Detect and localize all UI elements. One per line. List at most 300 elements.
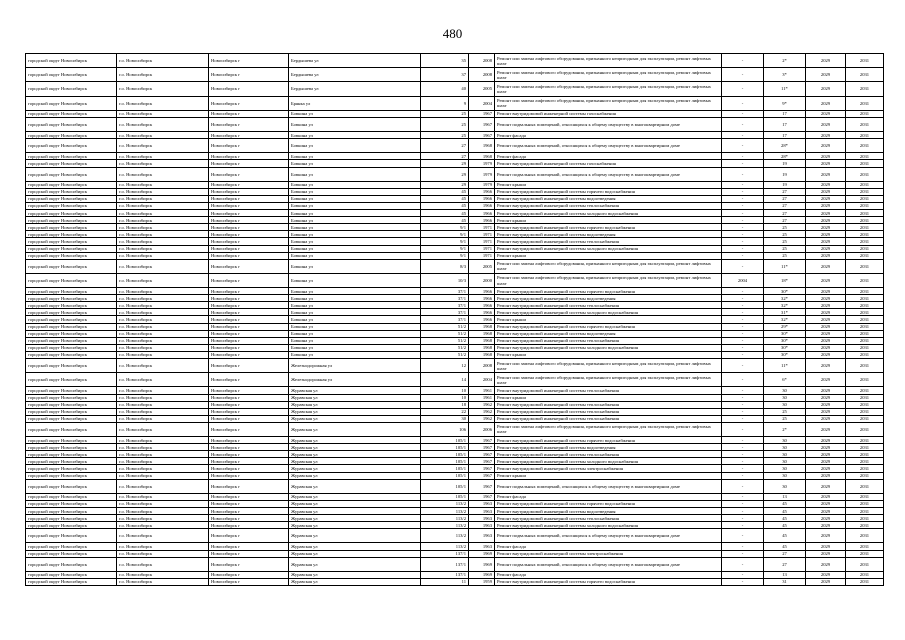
cell-house: 9/1: [421, 238, 469, 245]
cell-city: Новосибирск г: [209, 273, 289, 287]
cell-work-type: Ремонт внутридомовой инженерной системы горячего водоснабжения: [495, 323, 722, 330]
cell-district: городской округ Новосибирск: [26, 323, 117, 330]
cell-municipality: г.о. Новосибирск: [117, 373, 209, 387]
cell-city: Новосибирск г: [209, 195, 289, 202]
cell-street: Бовкина ул: [289, 210, 421, 217]
table-row: [26, 160, 884, 167]
cell-col-8: -: [722, 344, 764, 351]
table-row: [26, 302, 884, 309]
cell-plan-start: 2029: [806, 437, 846, 444]
cell-col-8: -: [722, 437, 764, 444]
cell-district: городской округ Новосибирск: [26, 181, 117, 188]
cell-house: 40: [421, 82, 469, 96]
cell-col-8: -: [722, 529, 764, 543]
cell-plan-start: 2029: [806, 422, 846, 436]
table-row: [26, 110, 884, 117]
table-row: [26, 323, 884, 330]
cell-municipality: г.о. Новосибирск: [117, 330, 209, 337]
cell-municipality: г.о. Новосибирск: [117, 188, 209, 195]
cell-district: городской округ Новосибирск: [26, 578, 117, 585]
cell-city: Новосибирск г: [209, 578, 289, 585]
cell-city: Новосибирск г: [209, 515, 289, 522]
cell-district: городской округ Новосибирск: [26, 522, 117, 529]
cell-district: городской округ Новосибирск: [26, 458, 117, 465]
cell-work-type: Ремонт внутридомовой инженерной системы холодного водоснабжения: [495, 309, 722, 316]
cell-city: Новосибирск г: [209, 117, 289, 131]
cell-street: Бовкина ул: [289, 181, 421, 188]
cell-street: Бовкина ул: [289, 139, 421, 153]
cell-district: городской округ Новосибирск: [26, 444, 117, 451]
cell-street: Бовкина ул: [289, 309, 421, 316]
cell-plan-start: 2029: [806, 571, 846, 578]
cell-city: Новосибирск г: [209, 217, 289, 224]
cell-plan-start: 2029: [806, 472, 846, 479]
cell-plan-end: 2031: [846, 351, 884, 358]
cell-district: городской округ Новосибирск: [26, 309, 117, 316]
cell-year: 1966: [469, 309, 495, 316]
cell-year: 2000: [469, 273, 495, 287]
cell-plan-end: 2031: [846, 252, 884, 259]
cell-plan-start: 2029: [806, 68, 846, 82]
cell-col-9: 25: [764, 415, 806, 422]
cell-house: 12: [421, 359, 469, 373]
cell-municipality: г.о. Новосибирск: [117, 465, 209, 472]
cell-year: 1962: [469, 415, 495, 422]
cell-street: Бовкина ул: [289, 238, 421, 245]
cell-work-type: Ремонт или замена лифтового оборудования, признанного непригодным для эксплуатации, ремонт лифтовых шахт: [495, 54, 722, 68]
cell-col-8: -: [722, 444, 764, 451]
cell-work-type: Ремонт фасада: [495, 571, 722, 578]
cell-municipality: г.о. Новосибирск: [117, 387, 209, 394]
cell-year: 1969: [469, 557, 495, 571]
cell-col-8: -: [722, 309, 764, 316]
cell-col-8: -: [722, 522, 764, 529]
cell-work-type: Ремонт внутридомовой инженерной системы горячего водоснабжения: [495, 500, 722, 507]
cell-city: Новосибирск г: [209, 500, 289, 507]
cell-plan-start: 2029: [806, 210, 846, 217]
cell-municipality: г.о. Новосибирск: [117, 458, 209, 465]
cell-street: Журавская ул: [289, 394, 421, 401]
cell-year: 1971: [469, 224, 495, 231]
cell-street: Журавская ул: [289, 571, 421, 578]
cell-plan-end: 2031: [846, 394, 884, 401]
cell-district: городской округ Новосибирск: [26, 117, 117, 131]
cell-plan-start: 2029: [806, 323, 846, 330]
cell-municipality: г.о. Новосибирск: [117, 408, 209, 415]
table-row: [26, 437, 884, 444]
cell-plan-end: 2031: [846, 493, 884, 500]
cell-municipality: г.о. Новосибирск: [117, 54, 209, 68]
cell-house: 27: [421, 153, 469, 160]
cell-col-9: 27: [764, 210, 806, 217]
cell-city: Новосибирск г: [209, 415, 289, 422]
cell-plan-start: 2029: [806, 54, 846, 68]
cell-work-type: Ремонт внутридомовой инженерной системы водоотведения: [495, 330, 722, 337]
cell-col-8: -: [722, 117, 764, 131]
table-row: [26, 479, 884, 493]
cell-city: Новосибирск г: [209, 394, 289, 401]
cell-street: Журавская ул: [289, 465, 421, 472]
cell-col-9: 32*: [764, 316, 806, 323]
cell-city: Новосибирск г: [209, 330, 289, 337]
cell-house: 45: [421, 210, 469, 217]
cell-col-9: 45: [764, 508, 806, 515]
cell-plan-start: 2029: [806, 550, 846, 557]
cell-plan-end: 2031: [846, 415, 884, 422]
cell-year: 1969: [469, 571, 495, 578]
cell-house: 9/1: [421, 224, 469, 231]
cell-city: Новосибирск г: [209, 557, 289, 571]
cell-col-8: -: [722, 422, 764, 436]
cell-plan-start: 2029: [806, 139, 846, 153]
cell-street: Журавская ул: [289, 529, 421, 543]
cell-work-type: Ремонт внутридомовой инженерной системы теплоснабжения: [495, 515, 722, 522]
cell-col-8: -: [722, 231, 764, 238]
cell-work-type: Ремонт внутридомовой инженерной системы холодного водоснабжения: [495, 245, 722, 252]
cell-municipality: г.о. Новосибирск: [117, 153, 209, 160]
cell-municipality: г.о. Новосибирск: [117, 557, 209, 571]
cell-col-8: -: [722, 167, 764, 181]
cell-district: городской округ Новосибирск: [26, 387, 117, 394]
cell-city: Новосибирск г: [209, 231, 289, 238]
cell-work-type: Ремонт или замена лифтового оборудования, признанного непригодным для эксплуатации, ремонт лифтовых шахт: [495, 422, 722, 436]
table-row: [26, 394, 884, 401]
cell-district: городской округ Новосибирск: [26, 202, 117, 209]
cell-col-8: -: [722, 359, 764, 373]
cell-year: 1967: [469, 110, 495, 117]
cell-plan-end: 2031: [846, 344, 884, 351]
cell-house: 10: [421, 394, 469, 401]
cell-city: Новосибирск г: [209, 295, 289, 302]
cell-house: 25: [421, 132, 469, 139]
table-row: [26, 330, 884, 337]
cell-municipality: г.о. Новосибирск: [117, 529, 209, 543]
cell-house: 105/1: [421, 465, 469, 472]
cell-municipality: г.о. Новосибирск: [117, 288, 209, 295]
cell-col-8: -: [722, 238, 764, 245]
cell-municipality: г.о. Новосибирск: [117, 351, 209, 358]
cell-district: городской округ Новосибирск: [26, 153, 117, 160]
cell-plan-start: 2029: [806, 344, 846, 351]
cell-city: Новосибирск г: [209, 188, 289, 195]
cell-municipality: г.о. Новосибирск: [117, 217, 209, 224]
cell-street: Бердышева ул: [289, 54, 421, 68]
cell-work-type: Ремонт внутридомовой инженерной системы водоотведения: [495, 508, 722, 515]
cell-work-type: Ремонт внутридомовой инженерной системы теплоснабжения: [495, 302, 722, 309]
cell-street: Журавская ул: [289, 444, 421, 451]
cell-city: Новосибирск г: [209, 522, 289, 529]
capital-repair-table: [25, 53, 884, 586]
cell-col-8: -: [722, 181, 764, 188]
cell-col-9: 29*: [764, 323, 806, 330]
cell-col-8: -: [722, 82, 764, 96]
cell-district: городской округ Новосибирск: [26, 373, 117, 387]
cell-col-8: -: [722, 295, 764, 302]
cell-col-9: 45: [764, 543, 806, 550]
cell-street: Бовкина ул: [289, 217, 421, 224]
cell-street: Бовкина ул: [289, 295, 421, 302]
cell-street: Бовкина ул: [289, 252, 421, 259]
cell-city: Новосибирск г: [209, 288, 289, 295]
cell-plan-end: 2031: [846, 309, 884, 316]
cell-plan-start: 2029: [806, 394, 846, 401]
cell-street: Бовкина ул: [289, 117, 421, 131]
table-row: [26, 96, 884, 110]
table-row: [26, 217, 884, 224]
cell-district: городской округ Новосибирск: [26, 210, 117, 217]
cell-district: городской округ Новосибирск: [26, 394, 117, 401]
cell-city: Новосибирск г: [209, 82, 289, 96]
cell-house: 113/2: [421, 543, 469, 550]
cell-plan-start: 2029: [806, 415, 846, 422]
cell-plan-start: 2029: [806, 557, 846, 571]
cell-col-8: -: [722, 188, 764, 195]
cell-year: 1967: [469, 472, 495, 479]
cell-work-type: Ремонт или замена лифтового оборудования, признанного непригодным для эксплуатации, ремонт лифтовых шахт: [495, 96, 722, 110]
cell-house: 25: [421, 110, 469, 117]
cell-house: 11: [421, 578, 469, 585]
cell-city: Новосибирск г: [209, 543, 289, 550]
cell-col-9: 30*: [764, 288, 806, 295]
cell-work-type: Ремонт подвальных помещений, относящихся к общему имуществу в многоквартирном доме: [495, 117, 722, 131]
table-row: [26, 387, 884, 394]
cell-street: Журавская ул: [289, 422, 421, 436]
cell-plan-end: 2031: [846, 96, 884, 110]
cell-work-type: Ремонт крыши: [495, 472, 722, 479]
cell-district: городской округ Новосибирск: [26, 508, 117, 515]
cell-house: 113/2: [421, 529, 469, 543]
cell-col-9: 30: [764, 479, 806, 493]
cell-work-type: Ремонт внутридомовой инженерной системы горячего водоснабжения: [495, 224, 722, 231]
cell-city: Новосибирск г: [209, 132, 289, 139]
cell-house: 105/1: [421, 479, 469, 493]
cell-plan-start: 2029: [806, 337, 846, 344]
cell-municipality: г.о. Новосибирск: [117, 195, 209, 202]
cell-municipality: г.о. Новосибирск: [117, 543, 209, 550]
cell-year: 1971: [469, 252, 495, 259]
cell-work-type: Ремонт подвальных помещений, относящихся к общему имуществу в многоквартирном доме: [495, 139, 722, 153]
cell-city: Новосибирск г: [209, 508, 289, 515]
cell-plan-end: 2031: [846, 515, 884, 522]
cell-col-8: -: [722, 245, 764, 252]
cell-house: 35: [421, 54, 469, 68]
cell-col-9: 27: [764, 195, 806, 202]
table-row: [26, 465, 884, 472]
cell-house: 9/1: [421, 252, 469, 259]
cell-col-8: 2004: [722, 273, 764, 287]
cell-municipality: г.о. Новосибирск: [117, 238, 209, 245]
cell-col-9: 45: [764, 515, 806, 522]
cell-house: 113/2: [421, 522, 469, 529]
cell-municipality: г.о. Новосибирск: [117, 500, 209, 507]
table-row: [26, 188, 884, 195]
cell-house: 45: [421, 195, 469, 202]
cell-plan-start: 2029: [806, 217, 846, 224]
cell-year: 1971: [469, 245, 495, 252]
cell-year: 1966: [469, 202, 495, 209]
cell-plan-start: 2029: [806, 359, 846, 373]
cell-col-8: -: [722, 465, 764, 472]
cell-col-8: -: [722, 139, 764, 153]
cell-plan-start: 2029: [806, 202, 846, 209]
cell-year: 1967: [469, 493, 495, 500]
cell-col-8: -: [722, 195, 764, 202]
cell-plan-end: 2031: [846, 508, 884, 515]
cell-plan-start: 2029: [806, 195, 846, 202]
cell-col-9: 45: [764, 500, 806, 507]
cell-plan-end: 2031: [846, 273, 884, 287]
cell-plan-end: 2031: [846, 160, 884, 167]
cell-work-type: Ремонт крыши: [495, 351, 722, 358]
cell-street: Бовкина ул: [289, 316, 421, 323]
cell-district: городской округ Новосибирск: [26, 415, 117, 422]
table-row: [26, 252, 884, 259]
cell-col-8: -: [722, 330, 764, 337]
cell-city: Новосибирск г: [209, 153, 289, 160]
cell-col-9: 30*: [764, 351, 806, 358]
table-row: [26, 571, 884, 578]
cell-street: Журавская ул: [289, 522, 421, 529]
cell-plan-end: 2031: [846, 437, 884, 444]
cell-plan-end: 2031: [846, 337, 884, 344]
cell-year: 1968: [469, 330, 495, 337]
cell-year: 1966: [469, 188, 495, 195]
cell-col-9: 17: [764, 132, 806, 139]
cell-year: 1966: [469, 302, 495, 309]
cell-work-type: Ремонт подвальных помещений, относящихся к общему имуществу в многоквартирном доме: [495, 557, 722, 571]
cell-work-type: Ремонт внутридомовой инженерной системы горячего водоснабжения: [495, 188, 722, 195]
cell-city: Новосибирск г: [209, 351, 289, 358]
cell-municipality: г.о. Новосибирск: [117, 394, 209, 401]
cell-plan-start: 2029: [806, 224, 846, 231]
cell-work-type: Ремонт внутридомовой инженерной системы теплоснабжения: [495, 415, 722, 422]
cell-col-8: -: [722, 508, 764, 515]
cell-street: Журавская ул: [289, 415, 421, 422]
cell-col-9: 17: [764, 117, 806, 131]
cell-col-9: 11*: [764, 259, 806, 273]
cell-house: 25: [421, 117, 469, 131]
cell-city: Новосибирск г: [209, 571, 289, 578]
cell-city: Новосибирск г: [209, 387, 289, 394]
cell-house: 10/3: [421, 273, 469, 287]
cell-work-type: Ремонт крыши: [495, 394, 722, 401]
cell-col-8: -: [722, 217, 764, 224]
cell-col-8: -: [722, 451, 764, 458]
cell-plan-end: 2031: [846, 401, 884, 408]
cell-street: Бовкина ул: [289, 323, 421, 330]
cell-street: Журавская ул: [289, 500, 421, 507]
cell-plan-start: 2029: [806, 245, 846, 252]
table-row: [26, 153, 884, 160]
cell-plan-end: 2031: [846, 231, 884, 238]
cell-col-9: 25: [764, 408, 806, 415]
cell-col-9: 28*: [764, 153, 806, 160]
cell-work-type: Ремонт внутридомовой инженерной системы холодного водоснабжения: [495, 210, 722, 217]
cell-year: 1969: [469, 550, 495, 557]
table-row: [26, 195, 884, 202]
cell-house: 9/1: [421, 231, 469, 238]
cell-work-type: Ремонт внутридомовой инженерной системы водоотведения: [495, 295, 722, 302]
cell-street: Журавская ул: [289, 479, 421, 493]
cell-district: городской округ Новосибирск: [26, 273, 117, 287]
table-row: [26, 500, 884, 507]
cell-col-8: -: [722, 543, 764, 550]
table-row: [26, 238, 884, 245]
table-row: [26, 351, 884, 358]
cell-street: Бердышева ул: [289, 68, 421, 82]
cell-plan-start: 2029: [806, 444, 846, 451]
cell-work-type: Ремонт крыши: [495, 181, 722, 188]
cell-work-type: Ремонт фасада: [495, 153, 722, 160]
cell-city: Новосибирск г: [209, 493, 289, 500]
cell-house: 37/1: [421, 295, 469, 302]
cell-house: 137/1: [421, 571, 469, 578]
cell-street: Бовкина ул: [289, 259, 421, 273]
table-row: [26, 139, 884, 153]
cell-plan-start: 2029: [806, 543, 846, 550]
cell-plan-start: 2029: [806, 110, 846, 117]
table-row: [26, 408, 884, 415]
cell-plan-end: 2031: [846, 202, 884, 209]
cell-plan-start: 2029: [806, 117, 846, 131]
table-row: [26, 472, 884, 479]
cell-col-8: -: [722, 415, 764, 422]
cell-plan-start: 2029: [806, 188, 846, 195]
cell-plan-end: 2031: [846, 543, 884, 550]
cell-plan-start: 2029: [806, 231, 846, 238]
cell-col-9: 30: [764, 458, 806, 465]
table-row: [26, 578, 884, 585]
cell-plan-end: 2031: [846, 132, 884, 139]
cell-city: Новосибирск г: [209, 302, 289, 309]
cell-plan-start: 2029: [806, 387, 846, 394]
cell-district: городской округ Новосибирск: [26, 330, 117, 337]
cell-col-9: 27: [764, 202, 806, 209]
cell-house: 9/1: [421, 245, 469, 252]
cell-district: городской округ Новосибирск: [26, 139, 117, 153]
cell-plan-end: 2031: [846, 500, 884, 507]
cell-house: 51/2: [421, 330, 469, 337]
cell-house: 105/1: [421, 451, 469, 458]
cell-city: Новосибирск г: [209, 451, 289, 458]
cell-district: городской округ Новосибирск: [26, 295, 117, 302]
cell-house: 105/1: [421, 458, 469, 465]
table-row: [26, 458, 884, 465]
cell-col-9: 32*: [764, 295, 806, 302]
cell-house: 51/2: [421, 323, 469, 330]
cell-col-9: 25: [764, 238, 806, 245]
cell-col-9: 2*: [764, 422, 806, 436]
cell-district: городской округ Новосибирск: [26, 351, 117, 358]
cell-work-type: Ремонт внутридомовой инженерной системы теплоснабжения: [495, 451, 722, 458]
cell-plan-end: 2031: [846, 224, 884, 231]
cell-year: 1968: [469, 323, 495, 330]
cell-col-8: -: [722, 515, 764, 522]
cell-work-type: Ремонт или замена лифтового оборудования, признанного непригодным для эксплуатации, ремонт лифтовых шахт: [495, 68, 722, 82]
cell-house: 37: [421, 68, 469, 82]
cell-district: городской округ Новосибирск: [26, 188, 117, 195]
cell-col-9: 27: [764, 550, 806, 557]
cell-col-8: -: [722, 550, 764, 557]
cell-plan-end: 2031: [846, 359, 884, 373]
cell-municipality: г.о. Новосибирск: [117, 479, 209, 493]
cell-municipality: г.о. Новосибирск: [117, 359, 209, 373]
cell-district: городской округ Новосибирск: [26, 238, 117, 245]
cell-plan-end: 2031: [846, 451, 884, 458]
cell-year: 1966: [469, 316, 495, 323]
cell-col-9: 27: [764, 188, 806, 195]
cell-plan-end: 2031: [846, 245, 884, 252]
